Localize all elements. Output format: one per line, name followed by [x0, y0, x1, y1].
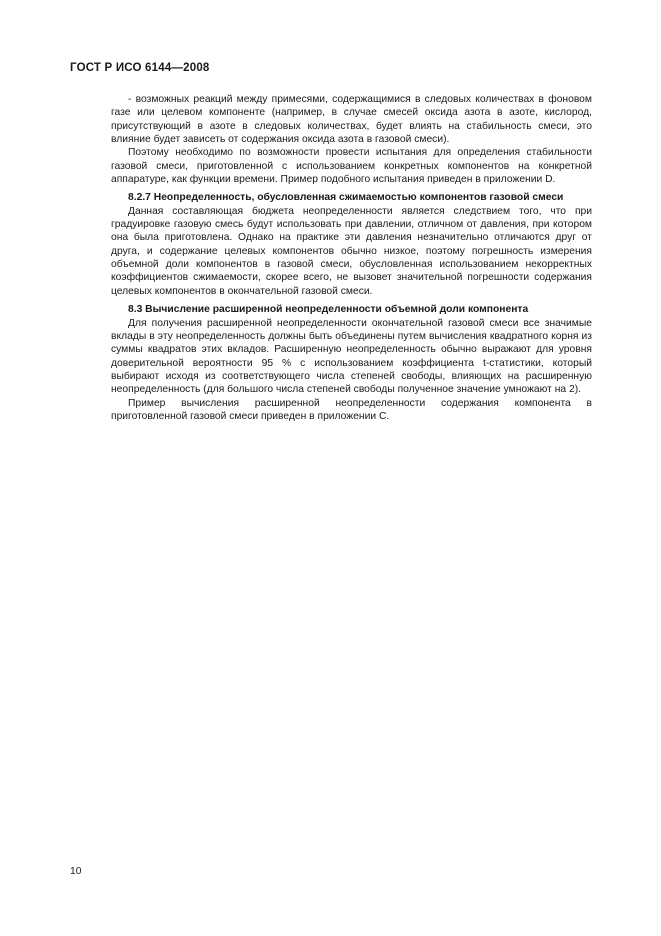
section-heading-8-3: 8.3 Вычисление расширенной неопределенности объемной доли компонента	[128, 304, 529, 316]
document-body	[111, 93, 592, 423]
page-header: ГОСТ Р ИСО 6144—2008	[70, 62, 210, 74]
paragraph: Для получения расширенной неопределенности окончательной газовой смеси все значимые вклады в эту неопределенность должны быть объединены путем вычисления квадратного корня из суммы квадратов этих вкладов. Расширенную неопределенность обычно выражают для уровня доверительной вероятности 95 % с использованием коэффициента t-статистики, который выбирают исходя из соответствующего числа степеней свободы, влияющих на расширенную неопределенность (для большого числа степеней свободы полученное значение умножают на 2).	[111, 317, 592, 396]
section-heading-8-2-7: 8.2.7 Неопределенность, обусловленная сжимаемостью компонентов газовой смеси	[128, 192, 564, 204]
paragraph: - возможных реакций между примесями, содержащимися в следовых количествах в фоновом газе или целевом компоненте (например, в случае смесей оксида азота в азоте, кислород, присутствующий в азоте в следовых количествах, будет влиять на стабильность смеси, это влияние будет зависеть от содержания оксида азота в газовой смеси).	[111, 94, 592, 146]
paragraph: Пример вычисления расширенной неопределенности содержания компонента в приготовленной газовой смеси приведен в приложении С.	[111, 397, 592, 422]
page-number: 10	[70, 866, 82, 877]
paragraph: Поэтому необходимо по возможности провести испытания для определения стабильности газовой смеси, приготовленной с использованием конкретных компонентов на конкретной аппаратуре, как функции времени. Пример подобного испытания приведен в приложении D.	[111, 147, 592, 186]
paragraph: Данная составляющая бюджета неопределенности является следствием того, что при градуировке газовую смесь будут использовать при давлении, отличном от давления, при котором она была приготовлена. Однако на практике эти давления незначительно отличаются друг от друга, и содержание целевых компонентов обычно низкое, поэтому погрешность измерения объемной доли компонентов в газовой смеси, обусловленная использованием некорректных коэффициентов сжимаемости, скорее всего, не вызовет значительной погрешности содержания целевых компонентов в окончательной газовой смеси.	[111, 205, 592, 297]
